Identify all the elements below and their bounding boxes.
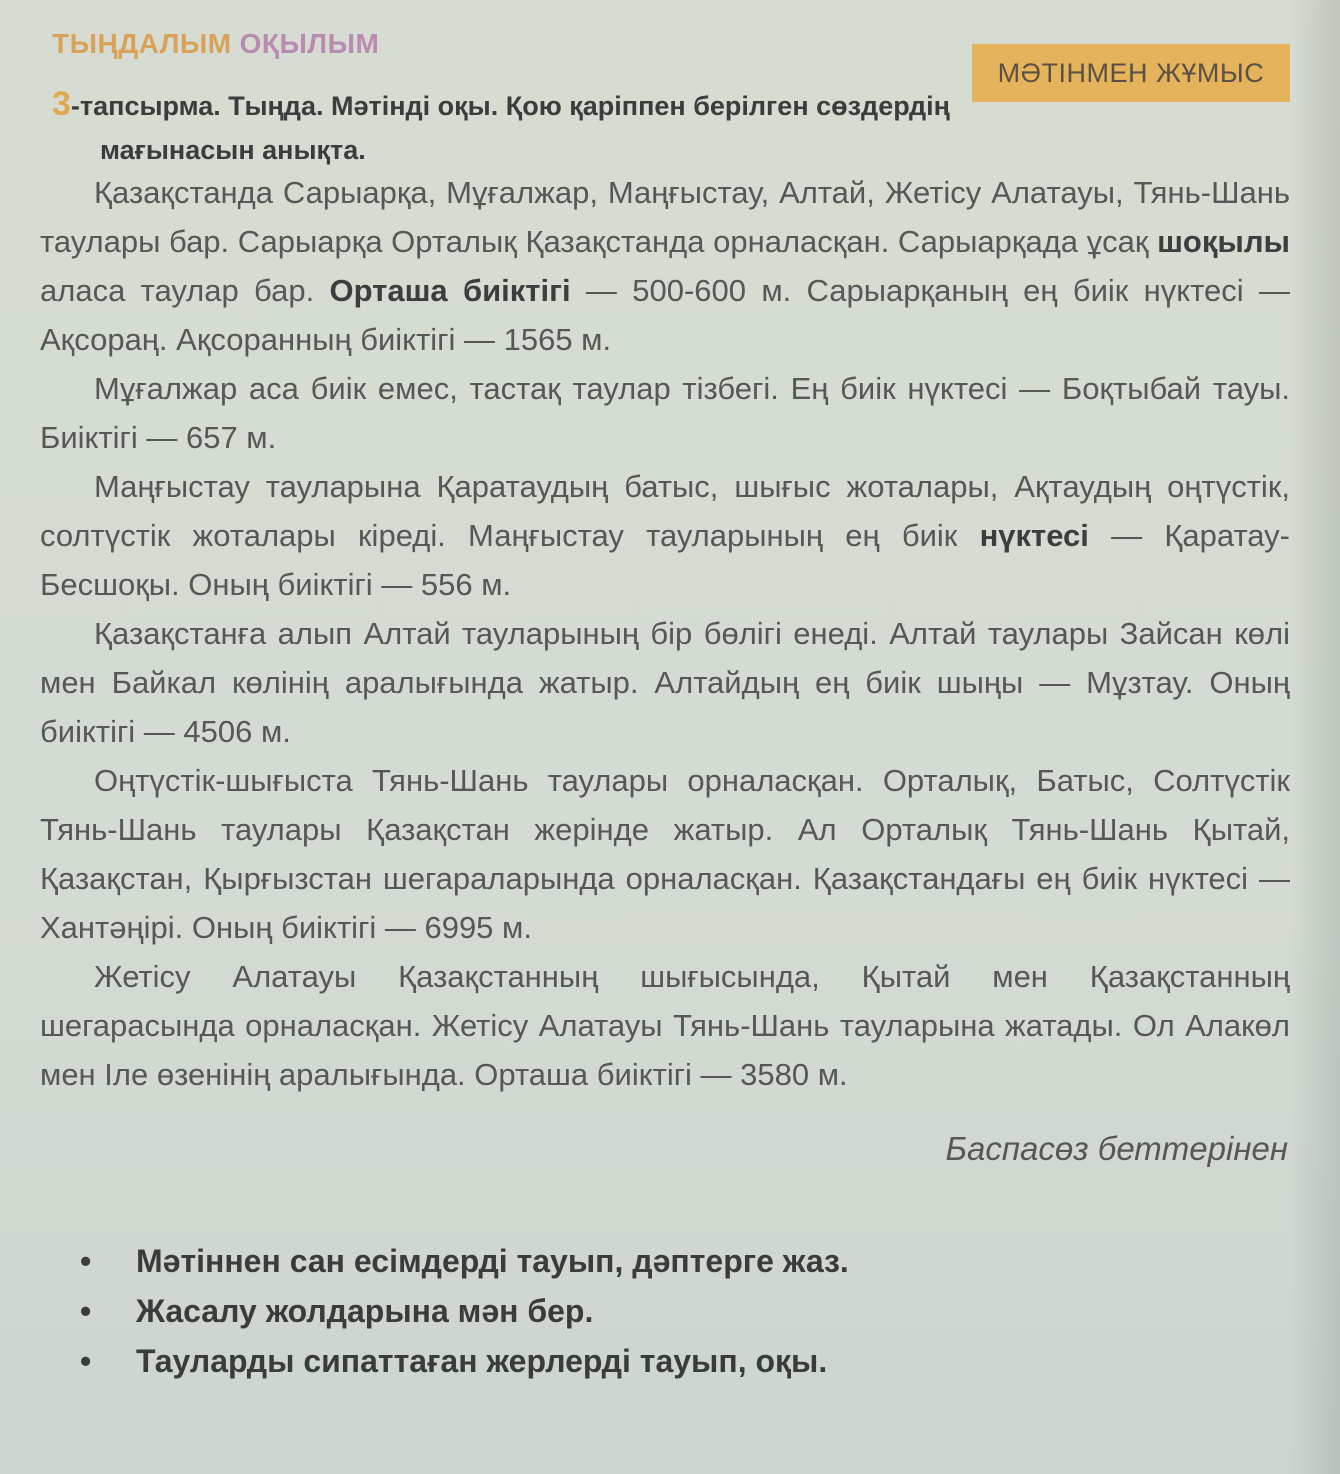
- paragraph-text: — 500-600 м. Сарыарқаның ең биік нүктесі — Ақсораң. Ақсоранның биіктігі — 1565 м.: [40, 273, 1290, 357]
- task-instruction-line1: -тапсырма. Тыңда. Мәтінді оқы. Қою қаріппен берілген сөздердің: [70, 91, 950, 121]
- page-edge-shadow: [1290, 0, 1340, 1474]
- task-instruction-line2: мағынасын анықта.: [100, 135, 366, 165]
- task-heading: [52, 82, 1212, 172]
- list-item-text: Тауларды сипаттаған жерлерді тауып, оқы.: [136, 1343, 828, 1379]
- bullet-icon: •: [80, 1343, 92, 1379]
- assignment-list: [80, 1236, 849, 1386]
- paragraph-saryarka: [40, 168, 1290, 364]
- task-number: 3: [52, 85, 71, 123]
- paragraph-mangystau: [40, 462, 1290, 609]
- bullet-icon: •: [80, 1293, 92, 1329]
- paragraph-text: — Қаратау-Бесшоқы. Оның биіктігі — 556 м.: [40, 518, 1291, 602]
- paragraph-text: Маңғыстау тауларына Қаратаудың батыс, шығыс жоталары, Ақтаудың оңтүстік, солтүстік жоталары кіреді. Маңғыстау тауларының ең биік: [40, 469, 1290, 553]
- text-work-badge: МӘТІНМЕН ЖҰМЫС: [972, 44, 1290, 102]
- source-note: Баспасөз беттерінен: [945, 1130, 1288, 1167]
- paragraph-zhetysu: Жетісу Алатауы Қазақстанның шығысында, Қытай мен Қазақстанның шегарасында орналасқан. Жетісу Алатауы Тянь-Шань тауларына жатады. Ол Алакөл мен Іле өзенінің аралығында. Орташа биіктігі — 3580 м.: [40, 959, 1290, 1092]
- list-item-text: Мәтіннен сан есімдерді тауып, дәптерге жаз.: [136, 1243, 849, 1279]
- paragraph-text: аласа таулар бар.: [40, 273, 330, 308]
- section-label-reading: ОҚЫЛЫМ: [239, 28, 380, 59]
- bullet-icon: •: [80, 1243, 92, 1279]
- bold-term: шоқылы: [1157, 224, 1290, 259]
- paragraph-text: Қазақстанда Сарыарқа, Мұғалжар, Маңғыстау, Алтай, Жетісу Алатауы, Тянь-Шань таулары бар. Сарыарқа Орталық Қазақстанда орналасқан. Сарыарқада ұсақ: [40, 175, 1290, 259]
- main-text: [40, 168, 1290, 1099]
- paragraph-tianshan: Оңтүстік-шығыста Тянь-Шань таулары орналасқан. Орталық, Батыс, Солтүстік Тянь-Шань таулары Қазақстан жерінде жатыр. Ал Орталық Тянь-Шань Қытай, Қазақстан, Қырғызстан шегараларында орналасқан. Қазақстандағы ең биік нүктесі — Хантәңірі. Оның биіктігі — 6995 м.: [40, 763, 1290, 945]
- bold-term: Орташа биіктігі: [329, 273, 571, 308]
- list-item: [80, 1236, 849, 1286]
- bold-term: нүктесі: [979, 518, 1089, 553]
- paragraph-altai: Қазақстанға алып Алтай тауларының бір бөлігі енеді. Алтай таулары Зайсан көлі мен Байкал көлінің аралығында жатыр. Алтайдың ең биік шыңы — Мұзтау. Оның биіктігі — 4506 м.: [40, 616, 1290, 749]
- section-label-listening: ТЫҢДАЛЫМ: [52, 28, 232, 59]
- list-item: [80, 1286, 849, 1336]
- paragraph-mugalzhar: Мұғалжар аса биік емес, тастақ таулар тізбегі. Ең биік нүктесі — Боқтыбай тауы. Биіктігі — 657 м.: [40, 371, 1290, 455]
- list-item: [80, 1336, 849, 1386]
- list-item-text: Жасалу жолдарына мән бер.: [136, 1293, 594, 1329]
- section-label: [52, 28, 379, 60]
